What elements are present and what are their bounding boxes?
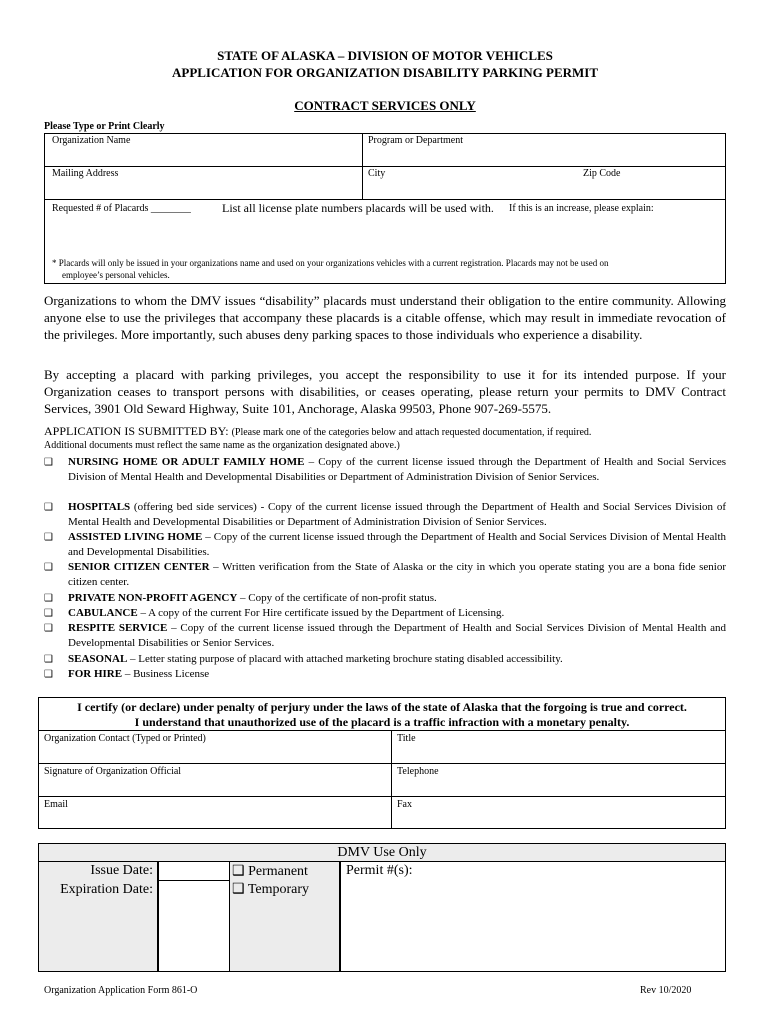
- assisted-living-checkbox[interactable]: ❑: [44, 532, 53, 543]
- seasonal-checkbox[interactable]: ❑: [44, 654, 53, 665]
- submitted-by-heading: APPLICATION IS SUBMITTED BY:: [44, 424, 229, 438]
- permanent-option[interactable]: ❑ Permanent: [232, 864, 308, 879]
- category-seasonal: SEASONAL – Letter stating purpose of placard with attached marketing brochure stating disabled accessibility.: [68, 653, 563, 665]
- category-cabulance: CABULANCE – A copy of the current For Hire certificate issued by the Department of Licensing.: [68, 607, 505, 619]
- section-title: CONTRACT SERVICES ONLY: [294, 98, 476, 113]
- placard-note-2: employee’s personal vehicles.: [62, 270, 170, 280]
- issue-date-label: Issue Date:: [90, 863, 153, 878]
- mailing-address-field[interactable]: Mailing Address: [52, 168, 119, 179]
- expiration-date-label: Expiration Date:: [60, 882, 153, 897]
- issue-date-input[interactable]: [160, 863, 227, 879]
- category-senior-center: SENIOR CITIZEN CENTER – Written verification from the State of Alaska or the city in which you operate stating you are a bona fide senior citizen center.: [68, 561, 726, 588]
- instruction: Please Type or Print Clearly: [44, 121, 165, 132]
- for-hire-checkbox[interactable]: ❑: [44, 669, 53, 680]
- category-non-profit: PRIVATE NON-PROFIT AGENCY – Copy of the certificate of non-profit status.: [68, 592, 437, 604]
- requested-placards-field[interactable]: Requested # of Placards ________: [52, 203, 191, 214]
- org-contact-field[interactable]: Organization Contact (Typed or Printed): [44, 733, 206, 744]
- list-plates-label: List all license plate numbers placards will be used with.: [222, 201, 494, 215]
- org-name-field[interactable]: Organization Name: [52, 135, 131, 146]
- certify-line-1: I certify (or declare) under penalty of perjury under the laws of the state of Alaska that the forgoing is true and correct.: [77, 700, 687, 714]
- category-assisted-living: ASSISTED LIVING HOME – Copy of the current license issued through the Department of Health and Social Services Division of Mental Health and Developmental Disabilities.: [68, 531, 726, 558]
- category-nursing-home: NURSING HOME OR ADULT FAMILY HOME – Copy of the current license issued through the Department of Health and Social Services Division of Mental Health and Developmental Disabilities or Department of Administration Division of Senior Services.: [68, 456, 726, 483]
- city-field[interactable]: City: [368, 168, 386, 179]
- zip-code-field[interactable]: Zip Code: [583, 168, 621, 179]
- revision: Rev 10/2020: [640, 985, 692, 996]
- telephone-field[interactable]: Telephone: [397, 766, 439, 777]
- responsibility-paragraph: By accepting a placard with parking privileges, you accept the responsibility to use it for its intended purpose. If your Organization ceases to transport persons with disabilities, or ceases operating, please return your permits to DMV Contract Services, 3901 Old Seward Highway, Suite 101, Anchorage, Alaska 99503, Phone 907-269-5575.: [44, 367, 726, 416]
- category-hospitals: HOSPITALS (offering bed side services) - Copy of the current license issued through the Department of Health and Social Services Division of Mental Health and Developmental Disabilities or Department of Administration Division of Senior Services.: [68, 501, 726, 528]
- non-profit-checkbox[interactable]: ❑: [44, 593, 53, 604]
- respite-checkbox[interactable]: ❑: [44, 623, 53, 634]
- signature-field[interactable]: Signature of Organization Official: [44, 766, 182, 777]
- placard-note-1: * Placards will only be issued in your organizations name and used on your organizations vehicles with a current registration. Placards may not be used on: [52, 258, 609, 268]
- title-field[interactable]: Title: [397, 733, 416, 744]
- header-line-1: STATE OF ALASKA – DIVISION OF MOTOR VEHICLES: [217, 48, 553, 63]
- certify-line-2: I understand that unauthorized use of the placard is a traffic infraction with a monetary penalty.: [134, 715, 630, 729]
- temporary-option[interactable]: ❑ Temporary: [232, 882, 310, 897]
- cabulance-checkbox[interactable]: ❑: [44, 608, 53, 619]
- expiration-date-input[interactable]: [160, 882, 227, 898]
- obligation-paragraph: Organizations to whom the DMV issues “disability” placards must understand their obligation to the entire community. Allowing anyone else to use the privileges that accompany these placards is a citable offense, which may result in immediate revocation of the privileges. More importantly, such abuses deny parking spaces to those individuals who experience a disability.: [44, 293, 726, 342]
- program-field[interactable]: Program or Department: [368, 135, 463, 146]
- hospitals-checkbox[interactable]: ❑: [44, 502, 53, 513]
- header-line-2: APPLICATION FOR ORGANIZATION DISABILITY PARKING PERMIT: [171, 65, 599, 80]
- submitted-by-block: [44, 424, 726, 440]
- category-respite: RESPITE SERVICE – Copy of the current license issued through the Department of Health and Social Services Division of Mental Health and Developmental Disabilities or Senior Services.: [68, 622, 726, 649]
- dmv-heading: DMV Use Only: [337, 845, 427, 860]
- senior-center-checkbox[interactable]: ❑: [44, 562, 53, 573]
- form-number: Organization Application Form 861-O: [44, 985, 198, 996]
- submitted-by-note-2: Additional documents must reflect the same name as the organization designated above.): [44, 440, 400, 451]
- permit-numbers-field[interactable]: Permit #(s):: [346, 863, 413, 878]
- category-for-hire: FOR HIRE – Business License: [68, 668, 210, 680]
- temporary-checkbox[interactable]: ❑: [232, 882, 245, 897]
- permanent-checkbox[interactable]: ❑: [232, 864, 245, 879]
- increase-explain-field[interactable]: If this is an increase, please explain:: [509, 203, 654, 214]
- email-field[interactable]: Email: [44, 799, 68, 810]
- submitted-by-note: (Please mark one of the categories below and attach requested documentation, if required.: [231, 427, 592, 438]
- fax-field[interactable]: Fax: [397, 799, 412, 810]
- nursing-home-checkbox[interactable]: ❑: [44, 457, 53, 468]
